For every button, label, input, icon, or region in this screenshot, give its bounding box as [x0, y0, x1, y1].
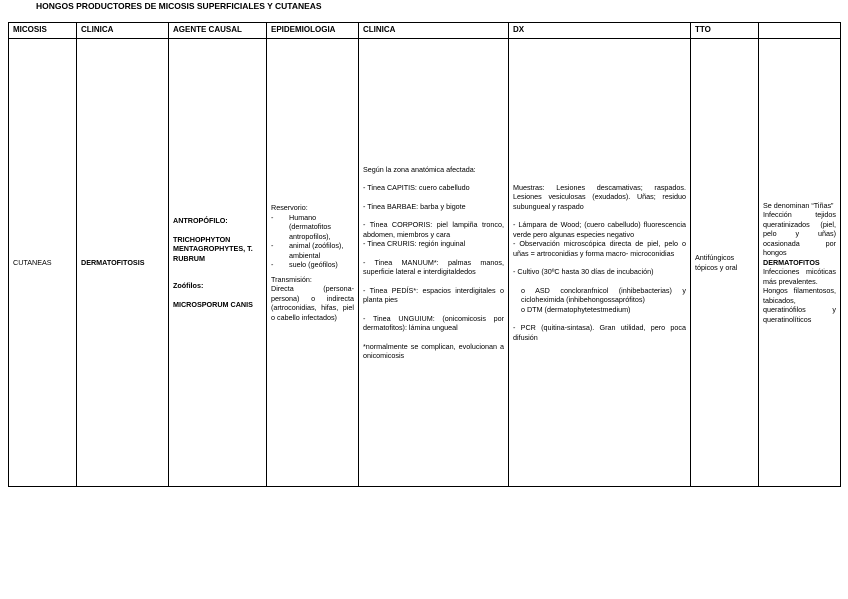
dx-muestras: Muestras: Lesiones descamativas; raspados. Lesiones vesiculosas (exudados). Uñas; residuo subungueal y raspado: [513, 182, 686, 211]
header-epidemiologia: EPIDEMIOLOGIA: [267, 23, 359, 39]
dx-item: - Lámpara de Wood; (cuero cabelludo) fluorescencia verde pero algunas especies negativo: [513, 220, 686, 239]
dx-cultivo: - Cultivo (30ºC hasta 30 días de incubación): [513, 267, 654, 277]
dx-pcr: - PCR (quitina-sintasa). Gran utilidad, pero poca difusión: [513, 323, 686, 342]
extra-intro: Se denominan “Tiñas”: [763, 200, 834, 210]
clinica-intro: Según la zona anatómica afectada:: [363, 164, 476, 174]
header-dx: DX: [509, 23, 691, 39]
clinica-item: - Tinea BARBAE: barba y bigote: [363, 201, 466, 211]
document-title: HONGOS PRODUCTORES DE MICOSIS SUPERFICIALES Y CUTANEAS: [36, 1, 322, 11]
list-item: - animal (zoófilos), ambiental: [271, 241, 354, 260]
clinica-item: - Tinea CAPITIS: cuero cabelludo: [363, 183, 470, 192]
header-clinica: CLINICA: [77, 23, 169, 39]
zoofilo-label: Zoófilos:: [173, 281, 204, 290]
header-row: [9, 23, 841, 39]
transmision-text: Directa (persona-persona) o indirecta (artroconidias, hifas, piel o cabello infectados): [271, 284, 354, 322]
clinica-item: - Tinea UNGUIUM: (onicomicosis por dermatofitos): lámina ungueal: [363, 313, 504, 332]
extra-line: Hongos filamentosos, tabicados, queratinófilos y queratinolíticos: [763, 286, 836, 324]
list-item: - Humano (dermatofitos antropofilos),: [271, 213, 354, 242]
extra-line: Infecciones micóticas más prevalentes.: [763, 267, 836, 286]
clinica-note: *normalmente se complican, evolucionan a onicomicosis: [363, 341, 504, 360]
clinica-item: - Tinea MANUUM*: palmas manos, superficie lateral e interdigitaldedos: [363, 257, 504, 276]
cell-extra: [759, 39, 841, 487]
antropofilo-species: TRICHOPHYTON MENTAGROPHYTES, T. RUBRUM: [173, 234, 253, 263]
dx-item: - Observación microscópica directa de piel, pelo o uñas = artroconidias y forma macro- microconidias: [513, 239, 686, 258]
extra-line: DERMATOFITOS: [763, 257, 820, 267]
cell-dx: [509, 39, 691, 487]
reservorio-label: Reservorio:: [271, 203, 308, 212]
cell-micosis: CUTANEAS: [9, 39, 77, 487]
list-item: - suelo (geófilos): [271, 260, 354, 270]
cell-tto: Antifúngicos tópicos y oral: [691, 39, 759, 487]
clinica-item: - Tinea PEDÍS*: espacios interdigitales o planta pies: [363, 285, 504, 304]
cell-epidemiologia: [267, 39, 359, 487]
clinica-item: - Tinea CORPORIS: piel lampiña tronco, abdomen, miembros y cara: [363, 220, 504, 239]
cell-clinica: DERMATOFITOSIS: [77, 39, 169, 487]
mycosis-table: [8, 22, 841, 487]
transmision-label: Transmisión:: [271, 274, 312, 284]
zoofilo-species: MICROSPORUM CANIS: [173, 299, 253, 309]
dx-medium: o ASD concloranfnicol (inhibebacterias) y cicloheximida (inhibehongossaprófitos): [521, 285, 686, 305]
header-agente-causal: AGENTE CAUSAL: [169, 23, 267, 39]
header-clinica-detalle: CLINICA: [359, 23, 509, 39]
table-row: [9, 39, 841, 487]
dx-medium: o DTM (dermatophytetestmedium): [521, 304, 631, 314]
header-tto: TTO: [691, 23, 759, 39]
header-micosis: MICOSIS: [9, 23, 77, 39]
cell-agente-causal: [169, 39, 267, 487]
extra-line: Infección tejidos queratinizados (piel, pelo y uñas) ocasionada por hongos: [763, 210, 836, 258]
clinica-item: - Tinea CRURIS: región inguinal: [363, 239, 466, 248]
antropofilo-label: ANTROPÓFILO:: [173, 216, 228, 225]
cell-clinica-detalle: [359, 39, 509, 487]
reservorio-list: [271, 213, 354, 270]
header-extra: [759, 23, 841, 39]
